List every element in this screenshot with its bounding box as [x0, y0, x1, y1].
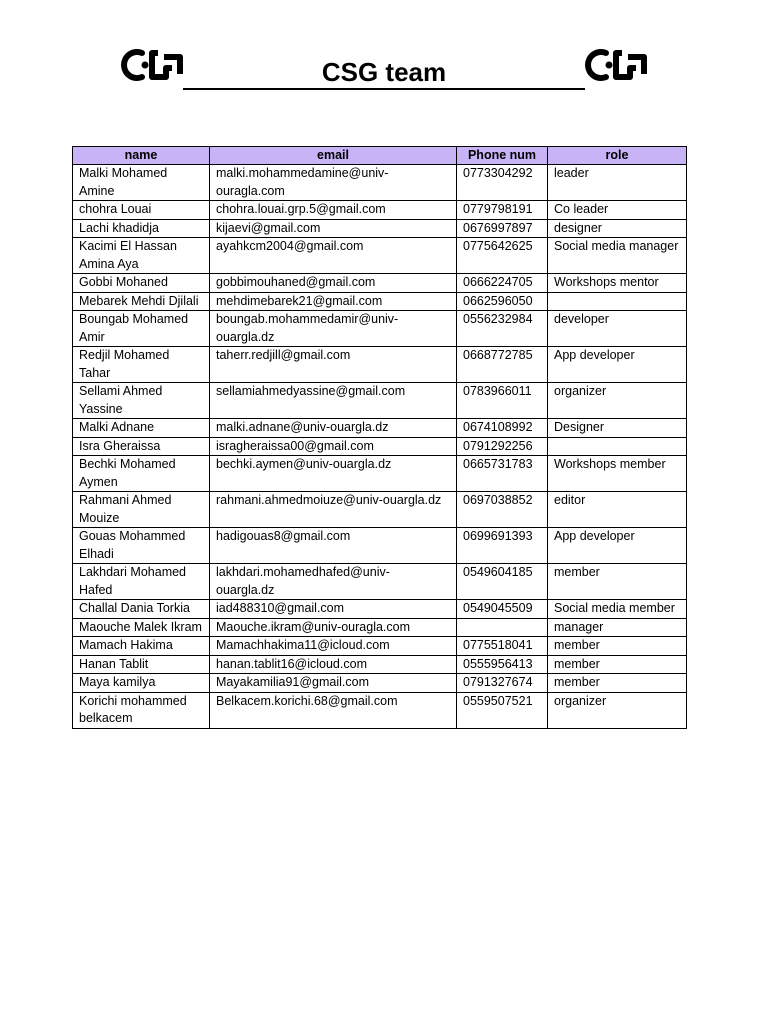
table-row [73, 238, 687, 274]
cell-phone: 0549604185 [457, 564, 548, 600]
cell-email: hanan.tablit16@icloud.com [210, 655, 457, 674]
table-row [73, 456, 687, 492]
cell-role: editor [548, 492, 687, 528]
table-row [73, 347, 687, 383]
cell-role: Social media manager [548, 238, 687, 274]
column-header-role: role [548, 147, 687, 165]
cell-name: Lachi khadidja [73, 219, 210, 238]
cell-email: kijaevi@gmail.com [210, 219, 457, 238]
table-row [73, 618, 687, 637]
table-row [73, 492, 687, 528]
cell-email: sellamiahmedyassine@gmail.com [210, 383, 457, 419]
cell-role [548, 437, 687, 456]
table-row [73, 437, 687, 456]
cell-name: Rahmani Ahmed Mouize [73, 492, 210, 528]
cell-phone: 0662596050 [457, 292, 548, 311]
table-row [73, 383, 687, 419]
cell-name: Hanan Tablit [73, 655, 210, 674]
cell-phone [457, 618, 548, 637]
cell-phone: 0666224705 [457, 274, 548, 293]
cell-name: Korichi mohammed belkacem [73, 692, 210, 728]
cell-email: malki.mohammedamine@univ- ouragla.com [210, 165, 457, 201]
table-body [73, 165, 687, 729]
cell-email: rahmani.ahmedmoiuze@univ-ouargla.dz [210, 492, 457, 528]
cell-email: ayahkcm2004@gmail.com [210, 238, 457, 274]
table-row [73, 165, 687, 201]
cell-role: member [548, 564, 687, 600]
column-header-phone: Phone num [457, 147, 548, 165]
cell-role: developer [548, 311, 687, 347]
cell-phone: 0791292256 [457, 437, 548, 456]
cell-email: Belkacem.korichi.68@gmail.com [210, 692, 457, 728]
table-row [73, 219, 687, 238]
cell-name: Malki Adnane [73, 419, 210, 438]
cell-name: Bechki Mohamed Aymen [73, 456, 210, 492]
cell-phone: 0556232984 [457, 311, 548, 347]
table-row [73, 419, 687, 438]
table-row [73, 674, 687, 693]
cell-name: Maouche Malek Ikram [73, 618, 210, 637]
cell-email: Mayakamilia91@gmail.com [210, 674, 457, 693]
table-row [73, 274, 687, 293]
cell-role: manager [548, 618, 687, 637]
cell-phone: 0697038852 [457, 492, 548, 528]
cell-phone: 0779798191 [457, 201, 548, 220]
cell-name: Isra Gheraissa [73, 437, 210, 456]
cell-role: Workshops member [548, 456, 687, 492]
cell-role: member [548, 655, 687, 674]
cell-email: hadigouas8@gmail.com [210, 528, 457, 564]
cell-phone: 0555956413 [457, 655, 548, 674]
cell-phone: 0775518041 [457, 637, 548, 656]
cell-role: App developer [548, 528, 687, 564]
cell-email: bechki.aymen@univ-ouargla.dz [210, 456, 457, 492]
cell-phone: 0665731783 [457, 456, 548, 492]
cell-role: Social media member [548, 600, 687, 619]
table-row [73, 311, 687, 347]
table-row [73, 528, 687, 564]
cell-email: boungab.mohammedamir@univ- ouargla.dz [210, 311, 457, 347]
cell-name: Boungab Mohamed Amir [73, 311, 210, 347]
cell-name: Gouas Mohammed Elhadi [73, 528, 210, 564]
team-table [72, 146, 687, 729]
cell-name: Redjil Mohamed Tahar [73, 347, 210, 383]
cell-role: Co leader [548, 201, 687, 220]
page-title: CSG team [183, 54, 585, 90]
cell-email: Maouche.ikram@univ-ouragla.com [210, 618, 457, 637]
csg-logo-icon [120, 44, 184, 86]
cell-email: lakhdari.mohamedhafed@univ- ouargla.dz [210, 564, 457, 600]
table-row [73, 655, 687, 674]
cell-email: taherr.redjill@gmail.com [210, 347, 457, 383]
cell-phone: 0783966011 [457, 383, 548, 419]
cell-role [548, 292, 687, 311]
cell-phone: 0549045509 [457, 600, 548, 619]
table-row [73, 637, 687, 656]
table-row [73, 292, 687, 311]
cell-role: App developer [548, 347, 687, 383]
cell-role: designer [548, 219, 687, 238]
cell-role: member [548, 637, 687, 656]
cell-role: Designer [548, 419, 687, 438]
cell-phone: 0668772785 [457, 347, 548, 383]
cell-email: chohra.louai.grp.5@gmail.com [210, 201, 457, 220]
cell-name: Lakhdari Mohamed Hafed [73, 564, 210, 600]
cell-email: isragheraissa00@gmail.com [210, 437, 457, 456]
cell-name: chohra Louai [73, 201, 210, 220]
cell-name: Maya kamilya [73, 674, 210, 693]
cell-phone: 0773304292 [457, 165, 548, 201]
table-row [73, 564, 687, 600]
cell-role: leader [548, 165, 687, 201]
cell-phone: 0791327674 [457, 674, 548, 693]
cell-role: organizer [548, 383, 687, 419]
cell-name: Mamach Hakima [73, 637, 210, 656]
table-row [73, 201, 687, 220]
cell-name: Malki Mohamed Amine [73, 165, 210, 201]
cell-role: Workshops mentor [548, 274, 687, 293]
cell-email: iad488310@gmail.com [210, 600, 457, 619]
cell-email: gobbimouhaned@gmail.com [210, 274, 457, 293]
cell-phone: 0559507521 [457, 692, 548, 728]
cell-phone: 0775642625 [457, 238, 548, 274]
cell-role: organizer [548, 692, 687, 728]
table-row [73, 692, 687, 728]
cell-email: Mamachhakima11@icloud.com [210, 637, 457, 656]
column-header-email: email [210, 147, 457, 165]
cell-name: Sellami Ahmed Yassine [73, 383, 210, 419]
cell-name: Kacimi El Hassan Amina Aya [73, 238, 210, 274]
cell-name: Gobbi Mohaned [73, 274, 210, 293]
cell-phone: 0699691393 [457, 528, 548, 564]
cell-role: member [548, 674, 687, 693]
csg-logo-icon [584, 44, 648, 86]
cell-phone: 0676997897 [457, 219, 548, 238]
cell-phone: 0674108992 [457, 419, 548, 438]
cell-name: Challal Dania Torkia [73, 600, 210, 619]
table-header-row [73, 147, 687, 165]
column-header-name: name [73, 147, 210, 165]
cell-email: mehdimebarek21@gmail.com [210, 292, 457, 311]
table-row [73, 600, 687, 619]
cell-email: malki.adnane@univ-ouargla.dz [210, 419, 457, 438]
cell-name: Mebarek Mehdi Djilali [73, 292, 210, 311]
